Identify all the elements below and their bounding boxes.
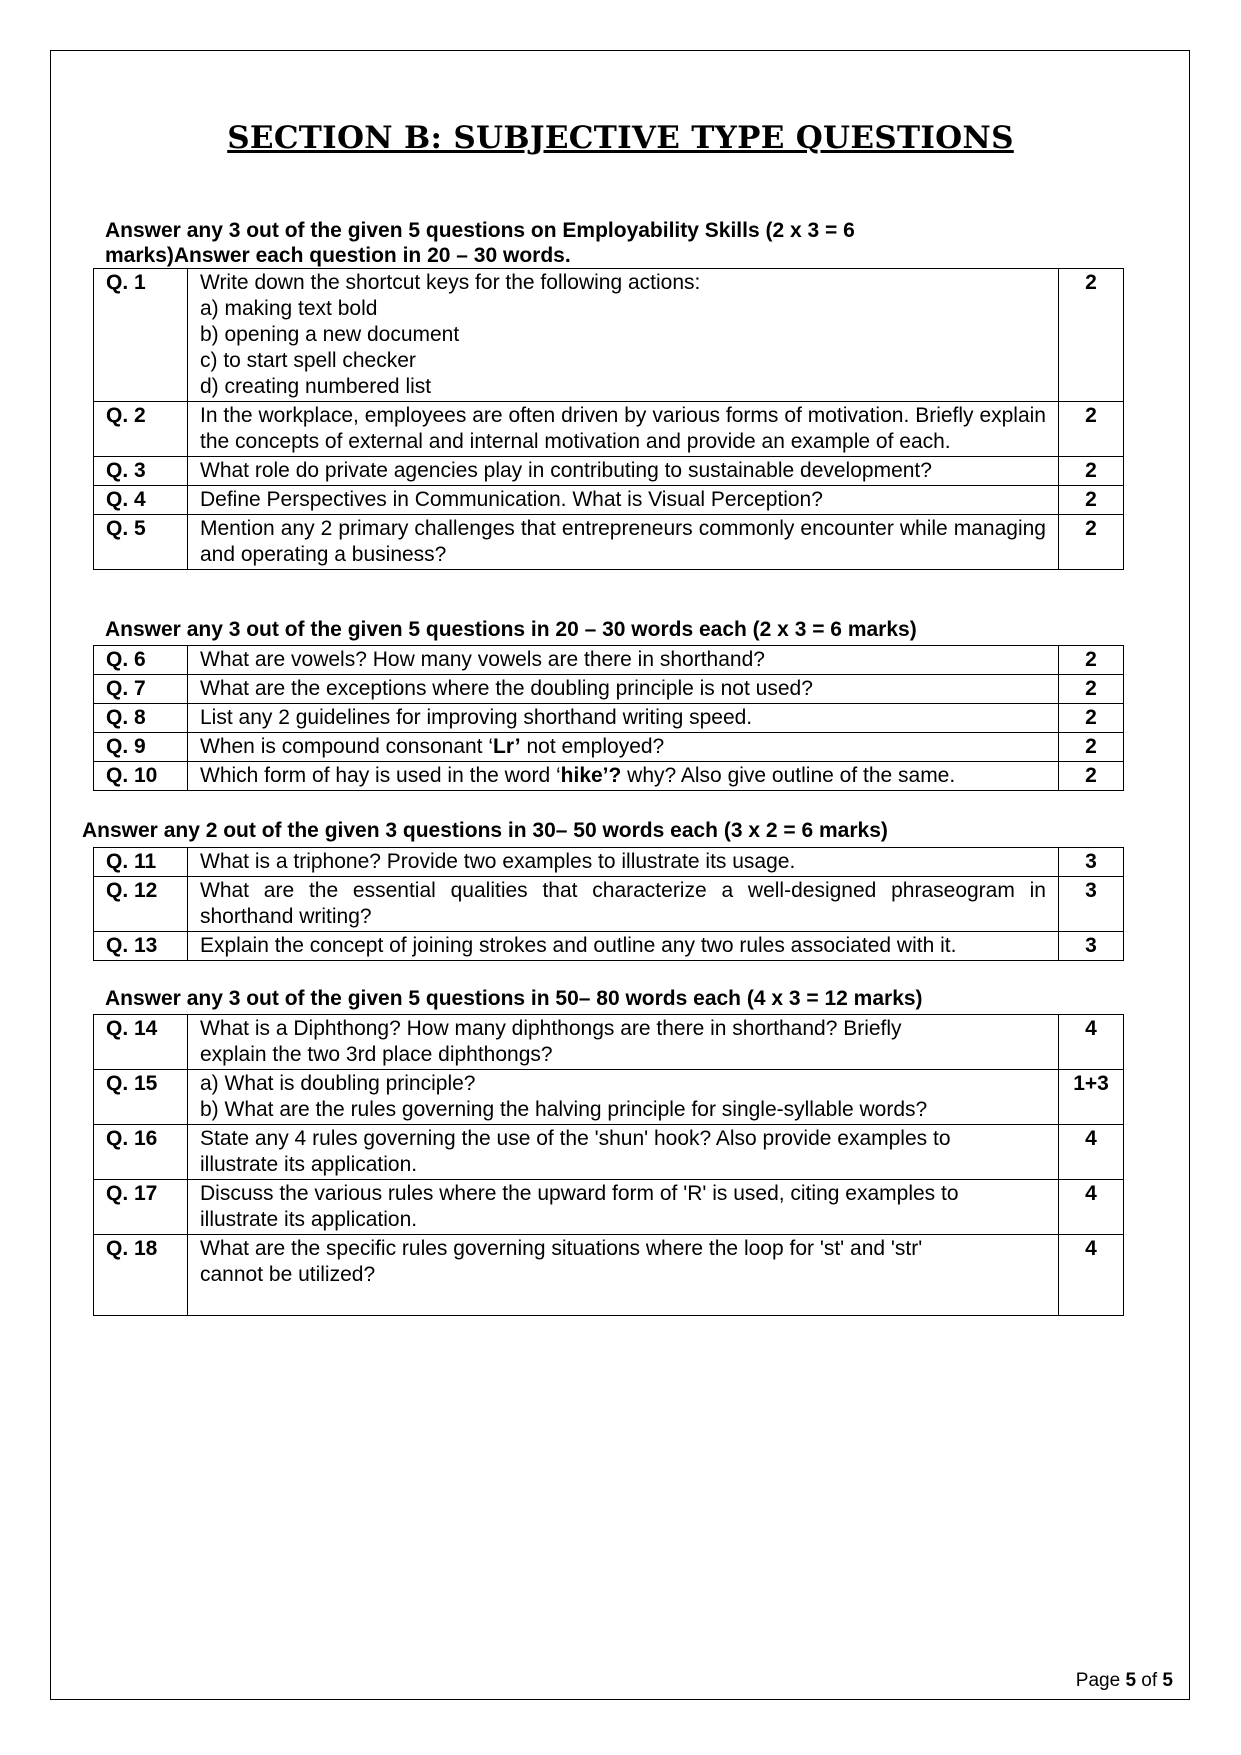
question-text: What role do private agencies play in contributing to sustainable development? [188,457,1059,486]
question-marks: 2 [1059,486,1124,515]
question-number: Q. 15 [94,1070,188,1125]
question-text [188,762,1059,791]
question-text: What are the exceptions where the doubling principle is not used? [188,675,1059,704]
question-row-14 [94,1015,1124,1070]
question-text: Explain the concept of joining strokes and outline any two rules associated with it. [188,932,1059,961]
question-number: Q. 11 [94,848,188,877]
question-number: Q. 12 [94,877,188,932]
question-number: Q. 2 [94,402,188,457]
question-text-bold: hike’? [560,764,622,787]
question-text [188,1125,1059,1180]
question-row-18 [94,1235,1124,1316]
question-text: What are vowels? How many vowels are there in shorthand? [188,646,1059,675]
question-line: explain the two 3rd place diphthongs? [200,1043,553,1066]
question-row-6 [94,646,1124,675]
question-number: Q. 17 [94,1180,188,1235]
section-1-instruction [105,218,855,268]
question-marks: 2 [1059,675,1124,704]
question-number: Q. 7 [94,675,188,704]
question-marks: 2 [1059,515,1124,570]
of-label: of [1136,1670,1163,1691]
question-number: Q. 1 [94,269,188,402]
question-marks: 1+3 [1059,1070,1124,1125]
section-3-question-table [93,847,1124,961]
question-marks: 4 [1059,1235,1124,1316]
question-row-16 [94,1125,1124,1180]
question-line: b) What are the rules governing the halving principle for single-syllable words? [200,1098,928,1121]
question-marks: 2 [1059,402,1124,457]
section-3-instruction: Answer any 2 out of the given 3 questions in 30– 50 words each (3 x 2 = 6 marks) [82,819,888,842]
question-marks: 3 [1059,848,1124,877]
question-line: illustrate its application. [200,1153,418,1176]
question-text-part: Which form of hay is used in the word ‘ [200,764,561,787]
question-line: illustrate its application. [200,1208,418,1231]
question-marks: 2 [1059,646,1124,675]
question-line: b) opening a new document [200,323,460,346]
question-number: Q. 13 [94,932,188,961]
question-row-11 [94,848,1124,877]
section-1-instruction-line-2: marks)Answer each question in 20 – 30 words. [105,244,571,267]
question-text [188,269,1059,402]
question-line: c) to start spell checker [200,349,416,372]
question-row-7 [94,675,1124,704]
question-marks: 3 [1059,877,1124,932]
question-line: cannot be utilized? [200,1263,376,1286]
question-row-17 [94,1180,1124,1235]
question-text: What is a triphone? Provide two examples to illustrate its usage. [188,848,1059,877]
question-number: Q. 10 [94,762,188,791]
question-line: a) making text bold [200,297,378,320]
page-number-footer [1076,1670,1173,1692]
question-line: Write down the shortcut keys for the following actions: [200,271,701,294]
question-text [188,1235,1059,1316]
question-number: Q. 4 [94,486,188,515]
question-row-10 [94,762,1124,791]
section-4-instruction: Answer any 3 out of the given 5 questions in 50– 80 words each (4 x 3 = 12 marks) [105,987,923,1010]
question-row-1 [94,269,1124,402]
question-marks: 2 [1059,762,1124,791]
question-number: Q. 16 [94,1125,188,1180]
question-text: What are the essential qualities that characterize a well-designed phraseogram in shorthand writing? [188,877,1059,932]
question-marks: 4 [1059,1015,1124,1070]
question-number: Q. 5 [94,515,188,570]
section-2-instruction: Answer any 3 out of the given 5 questions in 20 – 30 words each (2 x 3 = 6 marks) [105,618,917,641]
question-number: Q. 3 [94,457,188,486]
question-line: a) What is doubling principle? [200,1072,476,1095]
page-label: Page [1075,1670,1126,1691]
question-row-13 [94,932,1124,961]
question-marks: 2 [1059,269,1124,402]
question-text: List any 2 guidelines for improving shorthand writing speed. [188,704,1059,733]
question-line: d) creating numbered list [200,375,432,398]
question-line: Discuss the various rules where the upward form of 'R' is used, citing examples to [200,1182,959,1205]
question-number: Q. 6 [94,646,188,675]
question-row-4 [94,486,1124,515]
question-text [188,1070,1059,1125]
question-row-3 [94,457,1124,486]
section-2-question-table [93,645,1124,791]
question-row-9 [94,733,1124,762]
question-marks: 2 [1059,733,1124,762]
section-4-question-table [93,1014,1124,1316]
section-title: SECTION B: SUBJECTIVE TYPE QUESTIONS [227,120,1014,156]
question-marks: 2 [1059,457,1124,486]
question-text-part: When is compound consonant ‘ [200,735,494,758]
question-text: Define Perspectives in Communication. What is Visual Perception? [188,486,1059,515]
question-row-8 [94,704,1124,733]
question-text: Mention any 2 primary challenges that entrepreneurs commonly encounter while managing and operating a business? [188,515,1059,570]
question-row-5 [94,515,1124,570]
question-text [188,733,1059,762]
question-line: What are the specific rules governing situations where the loop for 'st' and 'str' [200,1237,923,1260]
question-row-15 [94,1070,1124,1125]
question-marks: 4 [1059,1125,1124,1180]
question-number: Q. 9 [94,733,188,762]
question-number: Q. 8 [94,704,188,733]
question-line: What is a Diphthong? How many diphthongs are there in shorthand? Briefly [200,1017,902,1040]
question-line: State any 4 rules governing the use of the 'shun' hook? Also provide examples to [200,1127,951,1150]
question-number: Q. 14 [94,1015,188,1070]
question-text [188,1015,1059,1070]
question-marks: 2 [1059,704,1124,733]
question-text-bold: Lr’ [493,735,521,758]
question-number: Q. 18 [94,1235,188,1316]
question-text [188,1180,1059,1235]
question-marks: 3 [1059,932,1124,961]
question-row-2 [94,402,1124,457]
total-pages: 5 [1162,1670,1173,1691]
current-page: 5 [1125,1670,1137,1691]
question-marks: 4 [1059,1180,1124,1235]
question-text: In the workplace, employees are often driven by various forms of motivation. Briefly explain the concepts of external and internal motivation and provide an example of each. [188,402,1059,457]
section-1-instruction-line-1: Answer any 3 out of the given 5 questions on Employability Skills (2 x 3 = 6 [105,219,855,242]
question-text-part: not employed? [520,735,665,758]
question-text-part: why? Also give outline of the same. [621,764,956,787]
section-1-question-table [93,268,1124,570]
question-row-12 [94,877,1124,932]
